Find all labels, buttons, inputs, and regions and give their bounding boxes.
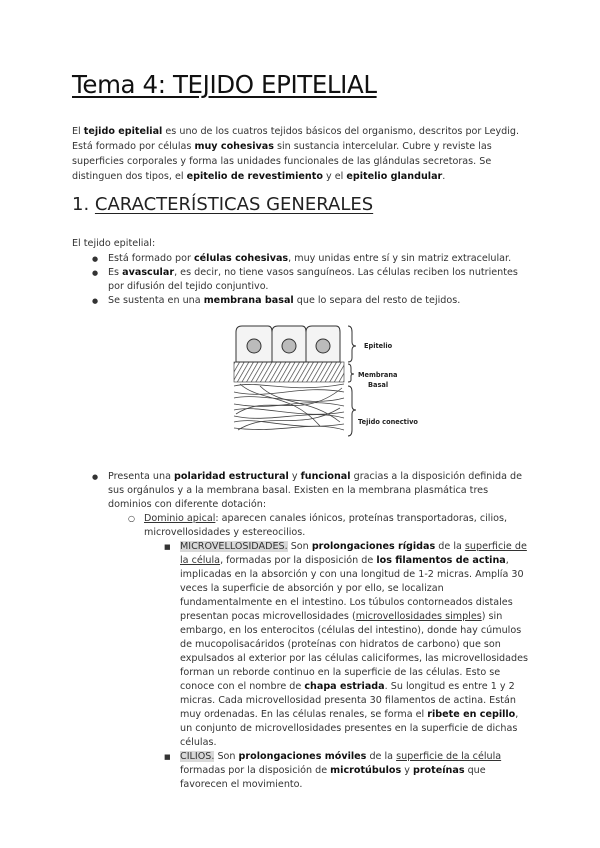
label-basal: Basal — [368, 381, 389, 389]
dominio-apical-label: Dominio apical — [144, 513, 216, 524]
tissue-diagram — [230, 322, 420, 440]
section-number: 1. — [72, 194, 90, 215]
bullet-list-2 — [72, 470, 528, 792]
item-cilios: ■ CILIOS. Son prolongaciones móviles de la superficie de la célula formadas por la disposición de microtúbulos y proteínas que favorecen el movimiento. — [144, 750, 528, 792]
sublist-dominios — [108, 512, 528, 792]
term-epitelio-revestimiento: epitelio de revestimiento — [186, 171, 323, 182]
intro-paragraph: El tejido epitelial es uno de los cuatros tejidos básicos del organismo, descritos por Leydig. Está formado por células muy cohesivas sin sustancia intercelular. Cubre y reviste las superficies corporales y forma las unidades funcionales de las glándulas secretoras. Se distinguen dos tipos, el epitelio de revestimiento y el epitelio glandular. — [72, 126, 520, 182]
list-item: ● Es avascular, es decir, no tiene vasos sanguíneos. Las células reciben los nutrientes por difusión del tejido conjuntivo. — [72, 266, 528, 294]
section-heading — [72, 194, 373, 215]
term-tejido-epitelial: tejido epitelial — [83, 126, 163, 137]
connective-tissue — [234, 384, 344, 430]
list-item: ● Se sustenta en una membrana basal que lo separa del resto de tejidos. — [72, 294, 528, 308]
label-epitelio: Epitelio — [364, 342, 393, 350]
page-title: Tema 4: TEJIDO EPITELIAL — [72, 70, 377, 99]
tag-microvellosidades: MICROVELLOSIDADES. — [180, 541, 288, 552]
term-epitelio-glandular: epitelio glandular — [346, 171, 443, 182]
sublist-item-apical: ○ Dominio apical: aparecen canales iónicos, proteínas transportadoras, cilios, microvellosidades y estereocilios. ■ MICROVELLOSIDADES. Son prolongaciones rígidas de la superficie de la célula, formadas por la disposición de los filamentos de actina, implicadas en la absorción y con una longitud de 1-2 micras. Amplía 30 veces la superficie de absorción y por ello, se localizan fundamentalmente en el intestino. Los túbulos contorneados distales presentan pocas microvellosidades (microvellosidades simples) sin embargo, en los enterocitos (células del intestino), donde hay cúmulos de mucopolisacáridos (proteínas con hidratos de carbono) que son expulsados al exterior por las células caliciformes, las microvellosidades forman un reborde continuo en la superficie de las células. Esto se conoce con el nombre de chapa estriada. Su longitud es entre 1 y 2 micras. Cada microvellosidad presenta 30 filamentos de actina. Están muy ordenadas. En las células renales, se forma el ribete en cepillo, un conjunto de microvellosidades presentes en la superficie de dichas células. ■ CILIOS. Son prolongaciones móviles de la superficie de la célula formadas por la disposición de microtúbulos y proteínas que favorecen el movimiento. — [108, 512, 528, 792]
label-tejido-conectivo: Tejido conectivo — [358, 418, 418, 426]
label-membrana: Membrana — [358, 371, 398, 379]
basal-membrane — [234, 362, 344, 382]
epithelial-cells — [236, 326, 340, 362]
list-item-polaridad: ● Presenta una polaridad estructural y funcional gracias a la disposición definida de sus orgánulos y a la membrana basal. Existen en la membrana plasmática tres dominios con diferente dotación: ○ Dominio apical: aparecen canales iónicos, proteínas transportadoras, cilios, microvellosidades y estereocilios. ■ MICROVELLOSIDADES. Son prolongaciones rígidas de la superficie de la célula, formadas por la disposición de los filamentos de actina, implicadas en la absorción y con una longitud de 1-2 micras. Amplía 30 veces la superficie de absorción y por ello, se localizan fundamentalmente en el intestino. Los túbulos contorneados distales presentan pocas microvellosidades (microvellosidades simples) sin embargo, en los enterocitos (células del intestino), donde hay cúmulos de mucopolisacáridos (proteínas con hidratos de carbono) que son expulsados al exterior por las células caliciformes, las microvellosidades forman un reborde continuo en la superficie de las células. Esto se conoce con el nombre de chapa estriada. Su longitud es entre 1 y 2 micras. Cada microvellosidad presenta 30 filamentos de actina. Están muy ordenadas. En las células renales, se forma el ribete en cepillo, un conjunto de microvellosidades presentes en la superficie de dichas células. ■ CILIOS. Son prolongaciones móviles de la superficie de la célula formadas por la disposición de microtúbulos y proteínas que favorecen el movimiento. — [72, 470, 528, 792]
tag-cilios: CILIOS. — [180, 751, 215, 762]
list-item: ● Está formado por células cohesivas, muy unidas entre sí y sin matriz extracelular. — [72, 252, 528, 266]
section-title: CARACTERÍSTICAS GENERALES — [94, 194, 374, 215]
lead-text: El tejido epitelial: — [72, 238, 156, 249]
sublist-apical — [144, 540, 528, 792]
term-muy-cohesivas: muy cohesivas — [194, 141, 274, 152]
bullet-list-1 — [72, 252, 528, 308]
item-microvellosidades: ■ MICROVELLOSIDADES. Son prolongaciones rígidas de la superficie de la célula, formadas por la disposición de los filamentos de actina, implicadas en la absorción y con una longitud de 1-2 micras. Amplía 30 veces la superficie de absorción y por ello, se localizan fundamentalmente en el intestino. Los túbulos contorneados distales presentan pocas microvellosidades (microvellosidades simples) sin embargo, en los enterocitos (células del intestino), donde hay cúmulos de mucopolisacáridos (proteínas con hidratos de carbono) que son expulsados al exterior por las células caliciformes, las microvellosidades forman un reborde continuo en la superficie de las células. Esto se conoce con el nombre de chapa estriada. Su longitud es entre 1 y 2 micras. Cada microvellosidad presenta 30 filamentos de actina. Están muy ordenadas. En las células renales, se forma el ribete en cepillo, un conjunto de microvellosidades presentes en la superficie de dichas células. — [144, 540, 528, 750]
